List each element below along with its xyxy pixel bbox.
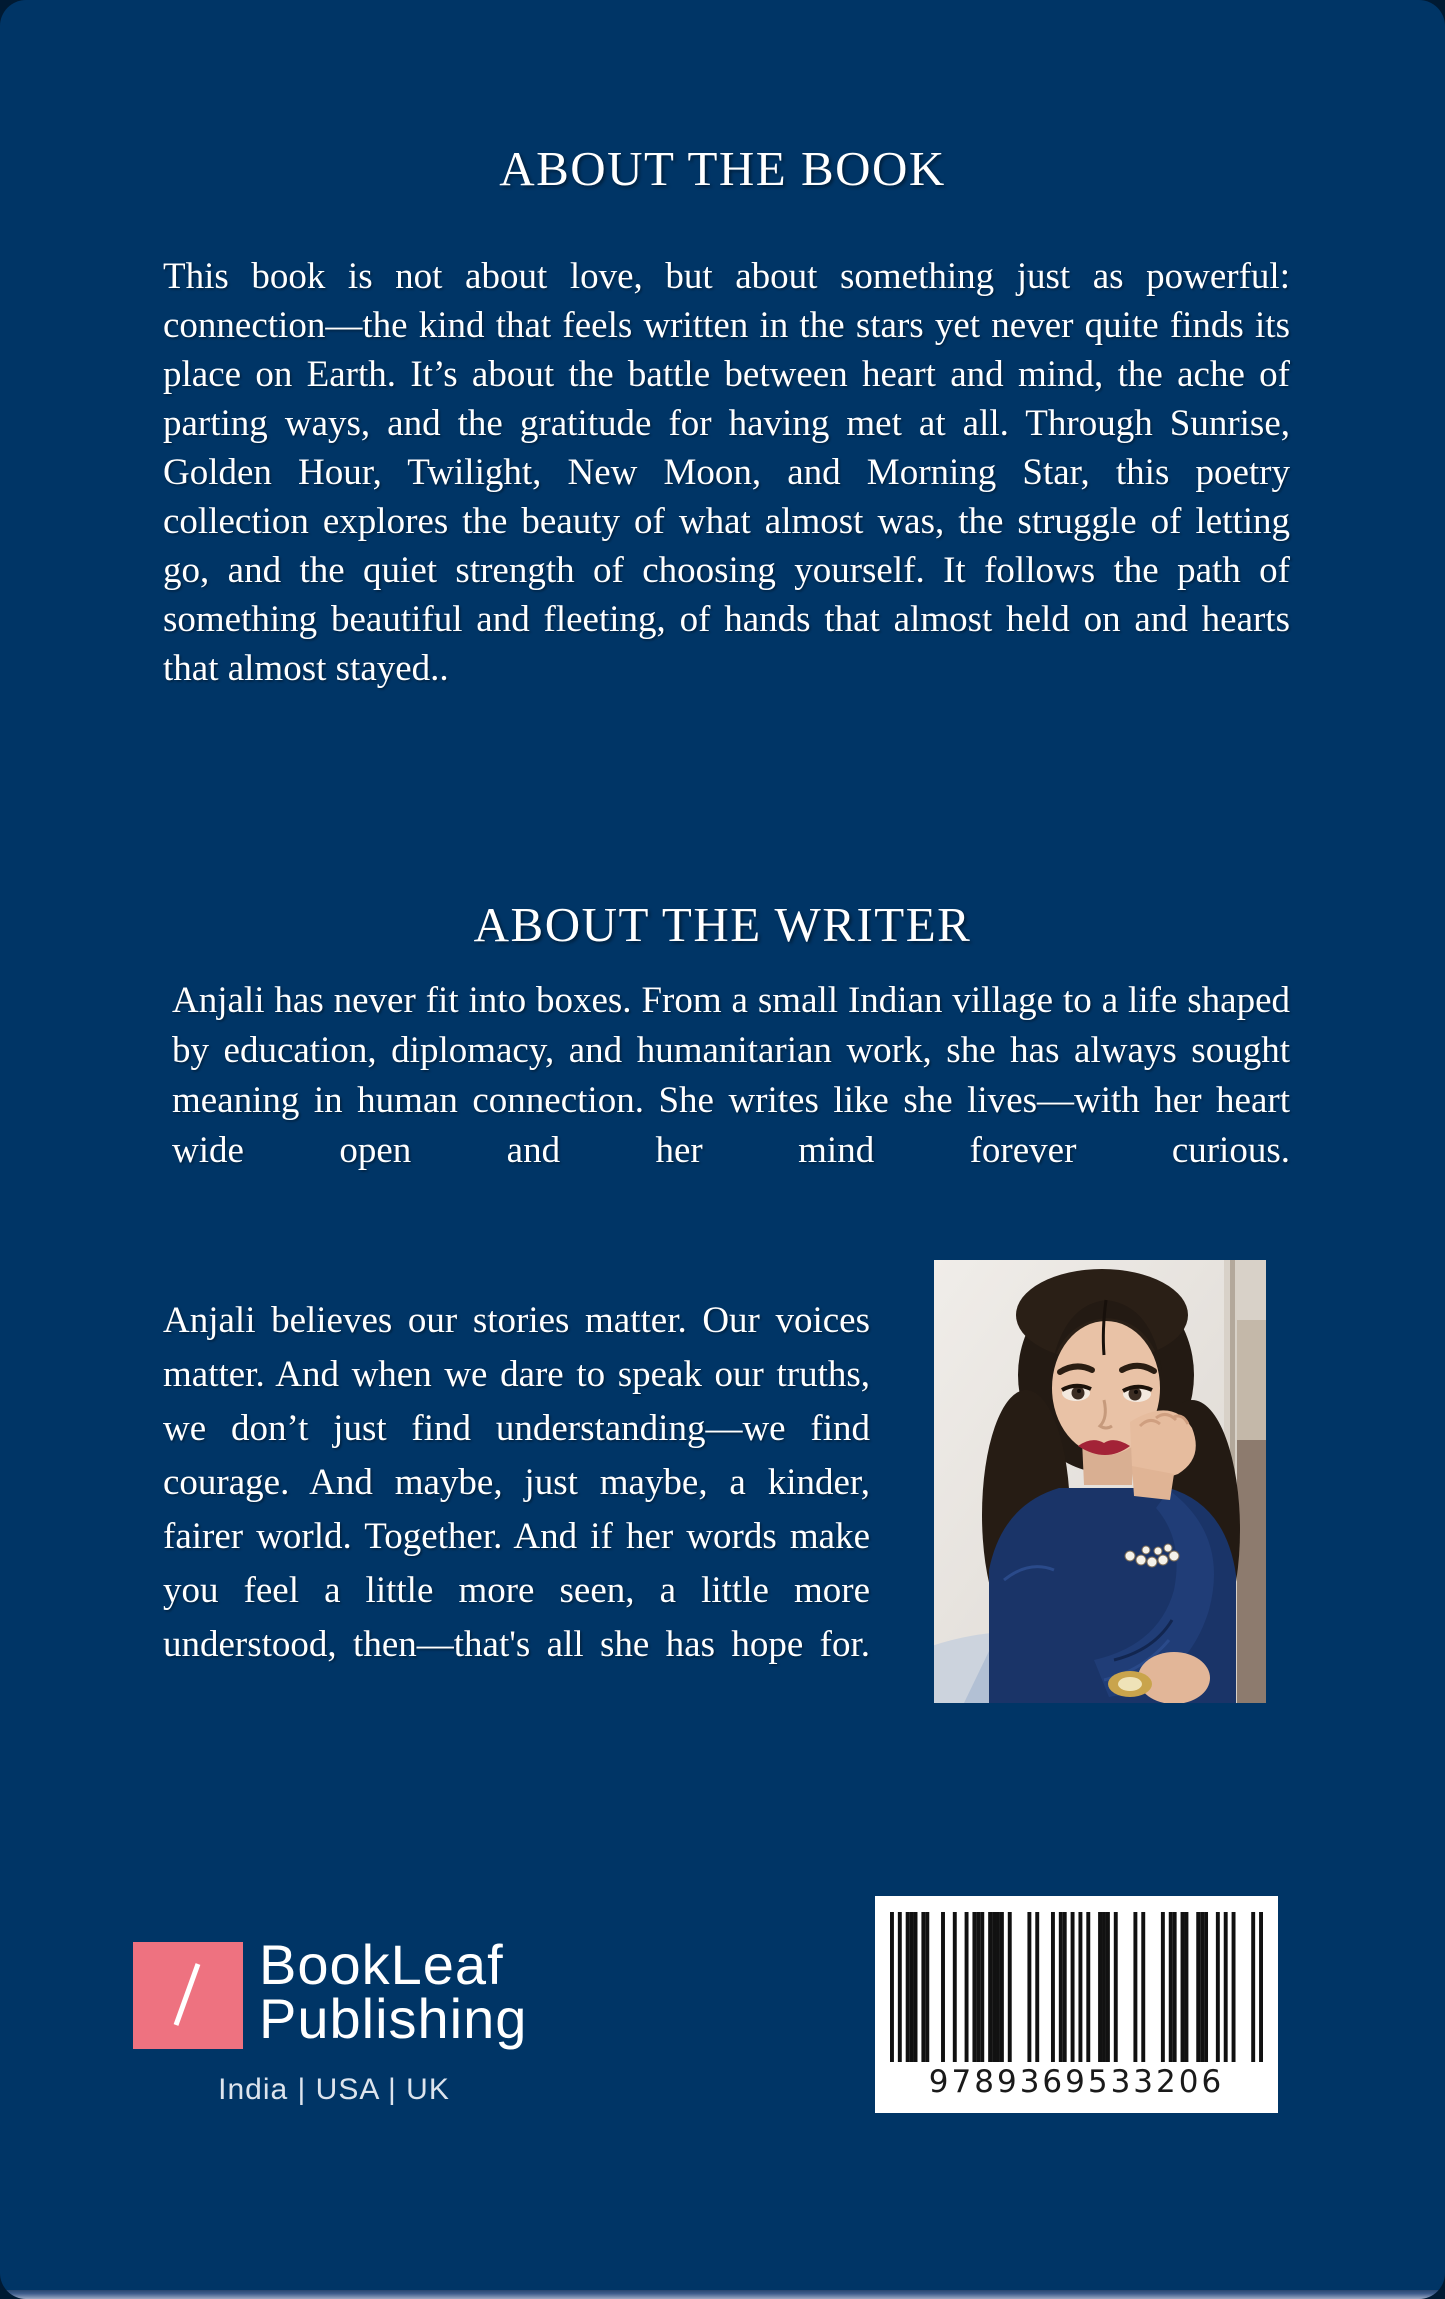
about-the-writer-text-1: Anjali has never fit into boxes. From a small Indian village to a life shaped by education, diplomacy, and humanitarian work, she has always sought meaning in human connection. She writes like she lives—with her heart wide open and her mind forever curious. bbox=[172, 980, 1290, 1171]
isbn-barcode bbox=[875, 1896, 1278, 2113]
about-the-book-heading: ABOUT THE BOOK bbox=[499, 141, 946, 196]
slash-icon bbox=[133, 1942, 243, 2049]
about-the-book-text: This book is not about love, but about something just as powerful: connection—the kind that feels written in the stars yet never quite finds its place on Earth. It’s about the battle between heart and mind, the ache of parting ways, and the gratitude for having met at all. Through Sunrise, Golden Hour, Twilight, New Moon, and Morning Star, this poetry collection explores the beauty of what almost was, the struggle of letting go, and the quiet strength of choosing yourself. It follows the path of something beautiful and fleeting, of hands that almost held on and hearts that almost stayed.. bbox=[163, 256, 1290, 689]
publisher-name-line2: Publishing bbox=[259, 1987, 528, 2050]
about-the-writer-heading: ABOUT THE WRITER bbox=[473, 897, 972, 952]
page-bottom-edge bbox=[0, 2290, 1445, 2299]
publisher-regions: India | USA | UK bbox=[218, 2073, 450, 2106]
author-portrait-photo bbox=[934, 1260, 1266, 1703]
about-the-writer-text-2: Anjali believes our stories matter. Our voices matter. And when we dare to speak our truths, we don’t just find understanding—we find courage. And maybe, just maybe, a kinder, fairer world. Together. And if her words make you feel a little more seen, a little more understood, then—that's all she has hope for. bbox=[163, 1300, 870, 1665]
bookleaf-logo-icon bbox=[133, 1942, 243, 2049]
barcode-bars bbox=[890, 1912, 1263, 2062]
isbn-number: 9789369533206 bbox=[928, 2064, 1225, 2100]
publisher-name-line1: BookLeaf bbox=[259, 1933, 504, 1996]
publisher-logo bbox=[133, 1933, 573, 2106]
